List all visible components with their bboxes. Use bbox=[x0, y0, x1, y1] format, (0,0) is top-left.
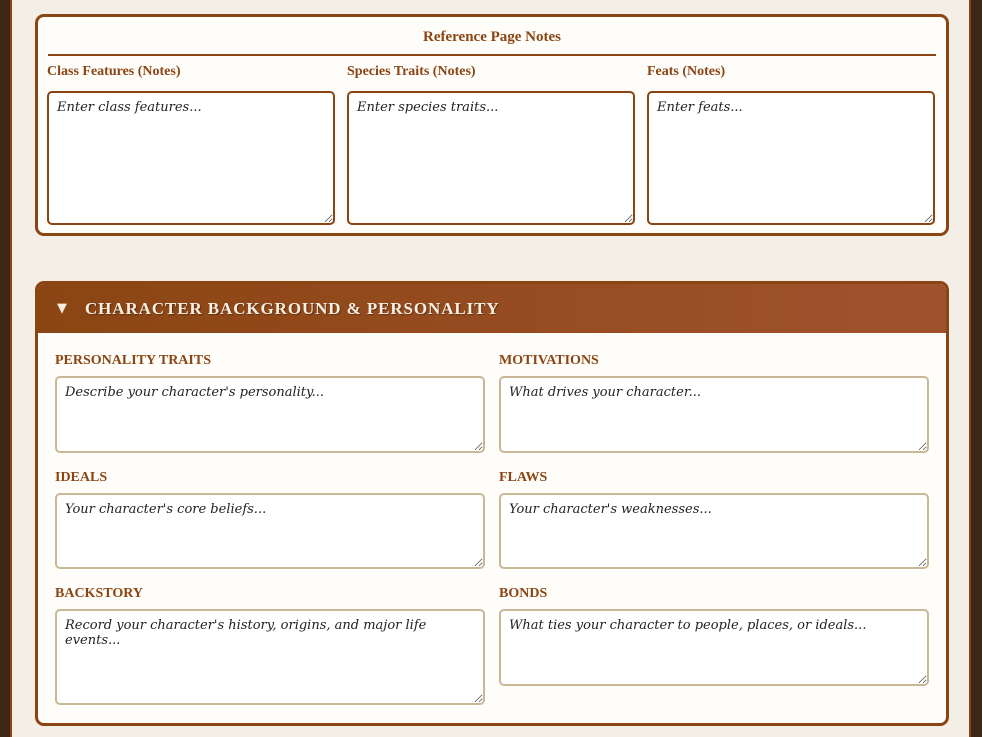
species-traits-column bbox=[347, 63, 635, 225]
bonds-label: BONDS bbox=[499, 586, 548, 601]
species-traits-label: Species Traits (Notes) bbox=[347, 64, 476, 79]
class-features-label: Class Features (Notes) bbox=[47, 64, 181, 79]
personality-traits-field bbox=[55, 353, 485, 453]
bonds-textarea[interactable] bbox=[499, 609, 929, 686]
motivations-field bbox=[499, 353, 929, 453]
species-traits-textarea[interactable] bbox=[347, 91, 635, 225]
personality-traits-textarea[interactable] bbox=[55, 376, 485, 453]
motivations-label: MOTIVATIONS bbox=[499, 353, 599, 368]
personality-traits-label: PERSONALITY TRAITS bbox=[55, 353, 211, 368]
ideals-label: IDEALS bbox=[55, 470, 108, 485]
flaws-label: FLAWS bbox=[499, 470, 548, 485]
backstory-textarea[interactable] bbox=[55, 609, 485, 705]
ideals-textarea[interactable] bbox=[55, 493, 485, 569]
bonds-field bbox=[499, 586, 929, 686]
motivations-textarea[interactable] bbox=[499, 376, 929, 453]
class-features-column bbox=[47, 63, 335, 225]
backstory-label: BACKSTORY bbox=[55, 586, 143, 601]
character-background-panel bbox=[35, 281, 949, 726]
ideals-field bbox=[55, 470, 485, 569]
backstory-field bbox=[55, 586, 485, 705]
feats-textarea[interactable] bbox=[647, 91, 935, 225]
class-features-textarea[interactable] bbox=[47, 91, 335, 225]
flaws-textarea[interactable] bbox=[499, 493, 929, 569]
page-container bbox=[10, 0, 971, 737]
reference-notes-title: Reference Page Notes bbox=[48, 29, 936, 56]
section-title: CHARACTER BACKGROUND & PERSONALITY bbox=[85, 298, 500, 318]
feats-column bbox=[647, 63, 935, 225]
reference-notes-panel bbox=[35, 14, 949, 236]
character-background-header-toggle[interactable] bbox=[38, 284, 946, 333]
feats-label: Feats (Notes) bbox=[647, 64, 726, 79]
flaws-field bbox=[499, 470, 929, 569]
chevron-down-icon: ▼ bbox=[57, 301, 67, 316]
